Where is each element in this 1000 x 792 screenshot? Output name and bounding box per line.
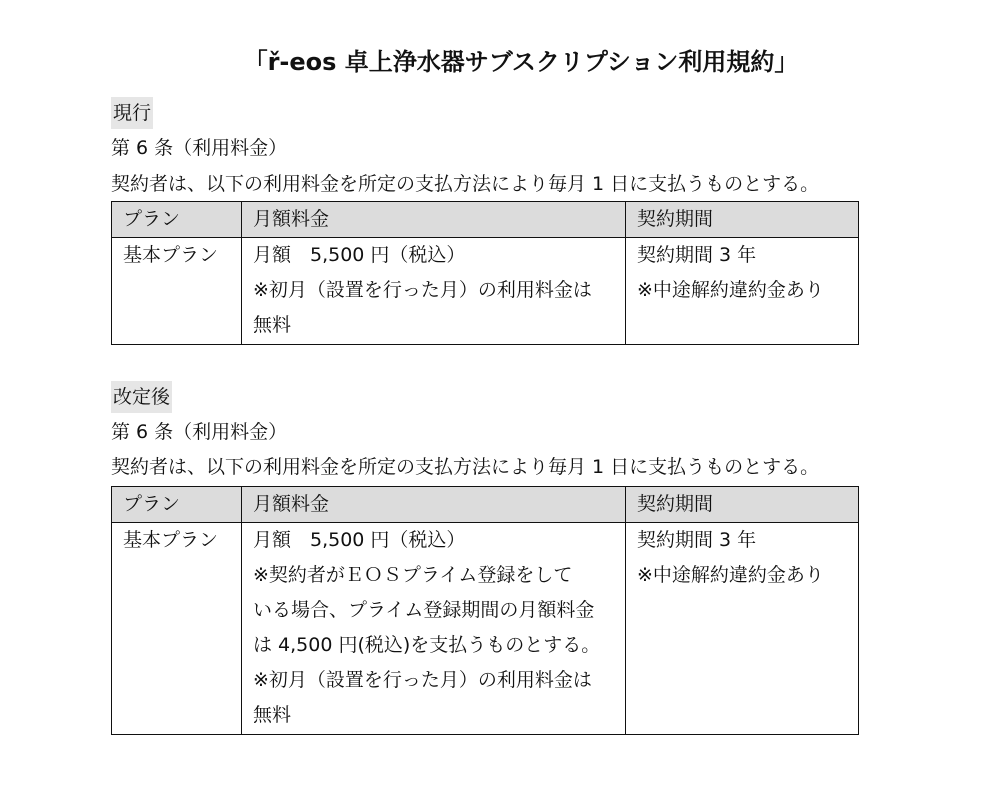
article-heading: 第 6 条（利用料金） [111, 137, 288, 159]
section-label-revised: 改定後 [111, 381, 172, 413]
fee-line: ※初月（設置を行った月）の利用料金は [253, 669, 592, 691]
header-contract-term: 契約期間 [637, 493, 714, 515]
fee-line: 月額 5,500 円（税込） [253, 529, 466, 551]
article-body: 契約者は、以下の利用料金を所定の支払方法により毎月 1 日に支払うものとする。 [111, 173, 820, 195]
fee-line: ※契約者がＥＯＳプライム登録をして [253, 564, 573, 586]
plan-name: 基本プラン [123, 529, 219, 551]
header-monthly-fee: 月額料金 [242, 487, 626, 522]
fee-cell [242, 523, 626, 734]
plan-name: 基本プラン [123, 244, 219, 266]
section-label-current: 現行 [111, 97, 153, 129]
plan-cell [112, 238, 242, 344]
fee-line: 月額 5,500 円（税込） [253, 244, 466, 266]
table-header-row [112, 202, 858, 238]
term-cell [626, 523, 858, 734]
fee-table-current [111, 201, 859, 345]
fee-line: ※初月（設置を行った月）の利用料金は [253, 279, 592, 301]
header-plan: プラン [112, 487, 242, 522]
document-title: 「ř-eos 卓上浄水器サブスクリプション利用規約」 [243, 48, 799, 76]
term-line: ※中途解約違約金あり [637, 564, 824, 586]
article-heading: 第 6 条（利用料金） [111, 421, 288, 443]
term-line: ※中途解約違約金あり [637, 279, 824, 301]
table-row [112, 238, 858, 344]
fee-line: いる場合、プライム登録期間の月額料金 [253, 599, 595, 621]
fee-table-revised [111, 486, 859, 735]
term-line: 契約期間 3 年 [637, 244, 757, 266]
fee-line: 無料 [253, 704, 292, 726]
header-monthly-fee: 月額料金 [242, 202, 626, 237]
fee-line: 無料 [253, 314, 292, 336]
header-contract-term: 契約期間 [637, 208, 714, 230]
term-cell [626, 238, 858, 344]
table-header-row [112, 487, 858, 523]
fee-line: は 4,500 円(税込)を支払うものとする。 [253, 634, 601, 656]
plan-cell [112, 523, 242, 734]
term-line: 契約期間 3 年 [637, 529, 757, 551]
article-body: 契約者は、以下の利用料金を所定の支払方法により毎月 1 日に支払うものとする。 [111, 456, 820, 478]
fee-cell [242, 238, 626, 344]
header-plan: プラン [112, 202, 242, 237]
table-row [112, 523, 858, 734]
